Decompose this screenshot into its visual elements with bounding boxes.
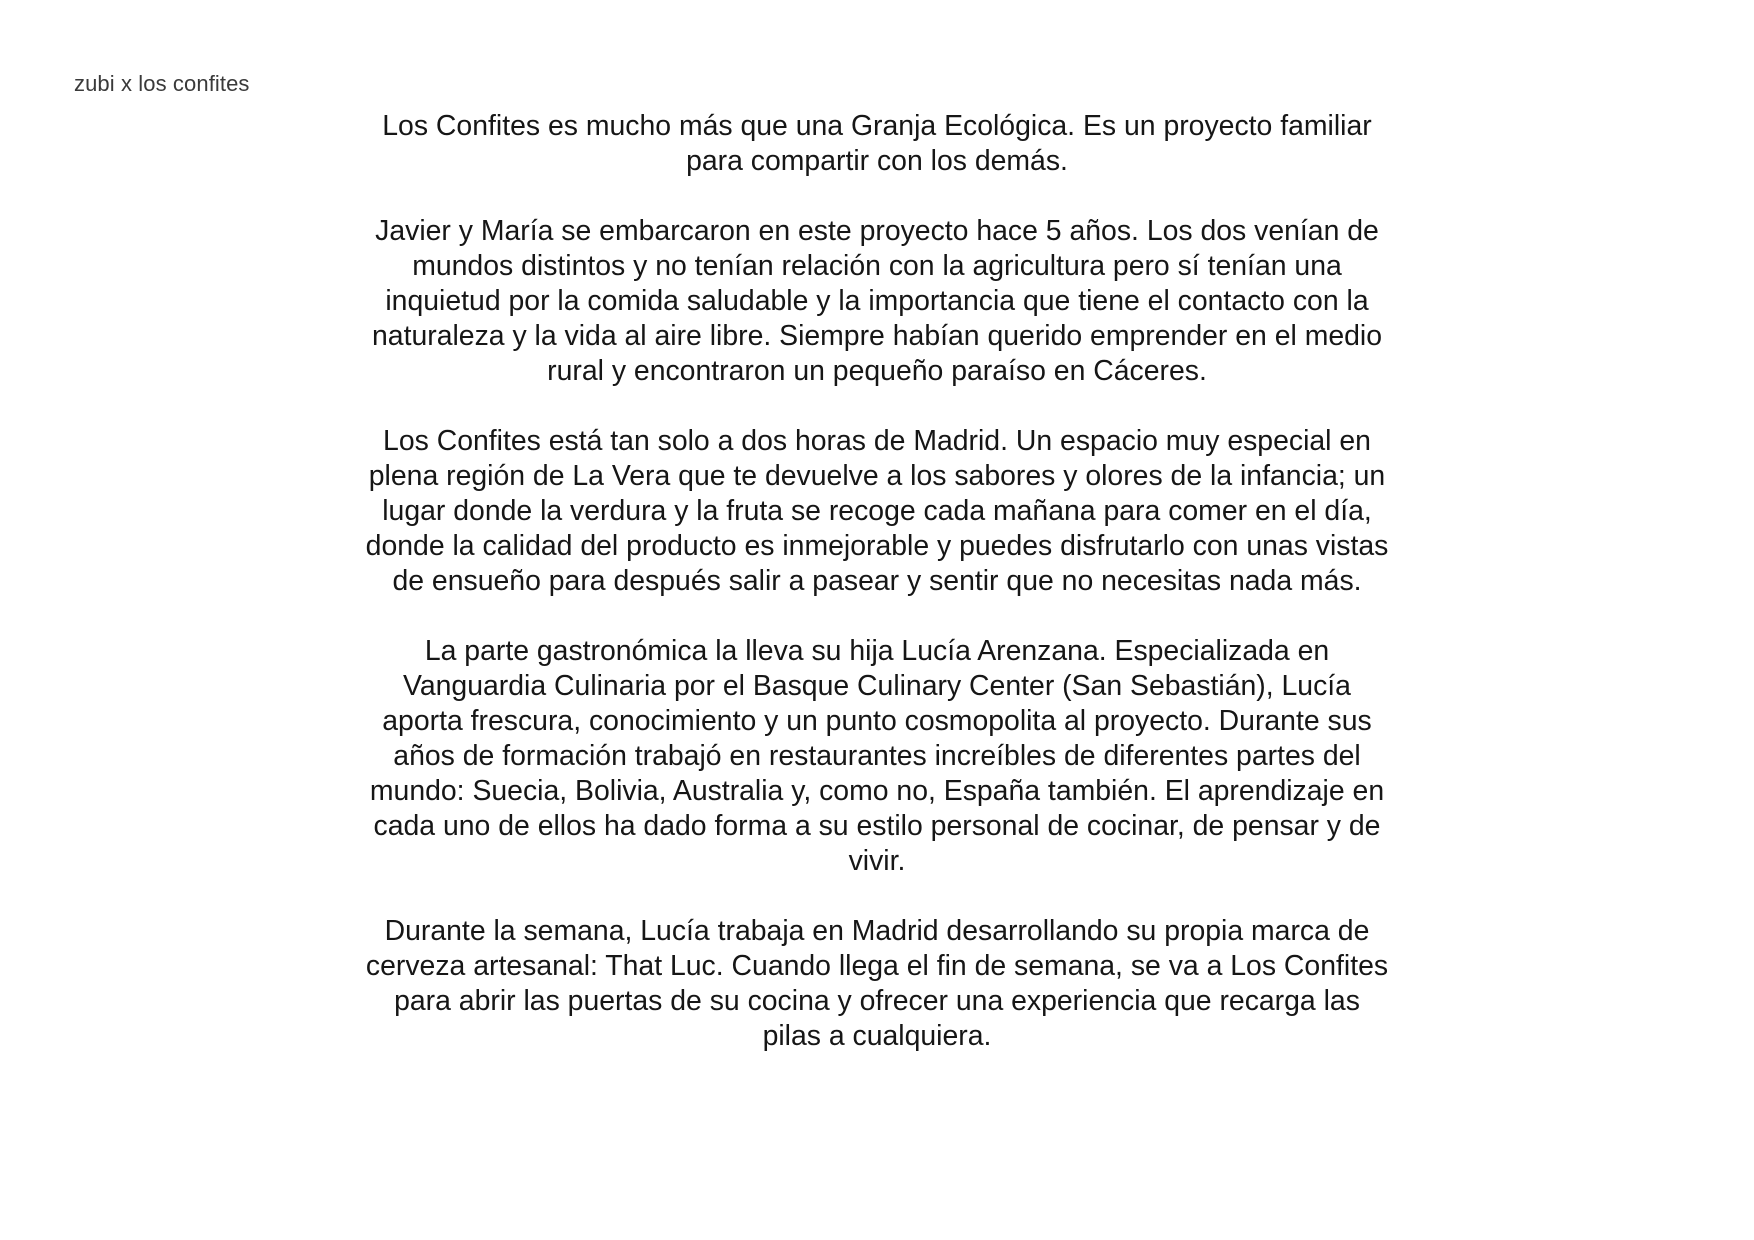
paragraph-gastronomy: La parte gastronómica la lleva su hija Lucía Arenzana. Especializada en Vanguardia Culinaria por el Basque Culinary Center (San Sebastián), Lucía aporta frescura, conocimiento y un punto cosmopolita al proyecto. Durante sus años de formación trabajó en restaurantes increíbles de diferentes partes del mundo: Suecia, Bolivia, Australia y, como no, España también. El aprendizaje en cada uno de ellos ha dado forma a su estilo personal de cocinar, de pensar y de vivir. xyxy=(369,635,1385,877)
paragraph-location: Los Confites está tan solo a dos horas de Madrid. Un espacio muy especial en plena región de La Vera que te devuelve a los sabores y olores de la infancia; un lugar donde la verdura y la fruta se recoge cada mañana para comer en el día, donde la calidad del producto es inmejorable y puedes disfrutarlo con unas vistas de ensueño para después salir a pasear y sentir que no necesitas nada más. xyxy=(365,425,1389,597)
paragraph-intro: Los Confites es mucho más que una Granja Ecológica. Es un proyecto familiar para compartir con los demás. xyxy=(382,110,1372,177)
document-header-label: zubi x los confites xyxy=(74,71,250,96)
paragraph-founders: Javier y María se embarcaron en este proyecto hace 5 años. Los dos venían de mundos distintos y no tenían relación con la agricultura pero sí tenían una inquietud por la comida saludable y la importancia que tiene el contacto con la naturaleza y la vida al aire libre. Siempre habían querido emprender en el medio rural y encontraron un pequeño paraíso en Cáceres. xyxy=(371,215,1383,387)
paragraph-weekend: Durante la semana, Lucía trabaja en Madrid desarrollando su propia marca de cerveza artesanal: That Luc. Cuando llega el fin de semana, se va a Los Confites para abrir las puertas de su cocina y ofrecer una experiencia que recarga las pilas a cualquiera. xyxy=(365,915,1389,1052)
body-text-column xyxy=(362,109,1392,1054)
